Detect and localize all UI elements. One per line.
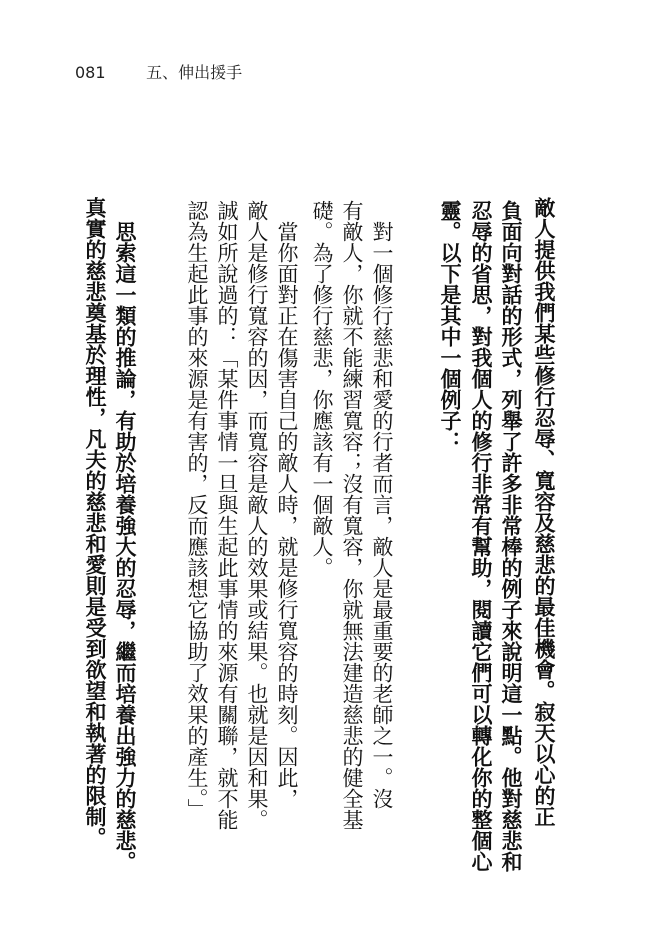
paragraph-1-line-1: 敵人提供我們某些修行忍辱、寬容及慈悲的最佳機會。寂天以心的正	[532, 197, 556, 827]
quote-line-4: 當你面對正在傷害自己的敵人時，就是修行寬容的時刻。因此，	[275, 221, 299, 809]
paragraph-2-line-1: 思索這一類的推論，有助於培養強大的忍辱，繼而培養出強力的慈悲。	[113, 221, 137, 872]
paragraph-1-line-3: 忍辱的省思，對我個人的修行非常有幫助，閱讀它們可以轉化你的整個心	[469, 200, 493, 872]
quote-line-7: 認為生起此事的來源是有害的，反而應該想它協助了效果的產生。」	[185, 200, 209, 820]
quote-line-1: 對一個修行慈悲和愛的行者而言，敵人是最重要的老師之一。沒	[370, 221, 394, 809]
quote-line-5: 敵人是修行寬容的因，而寬容是敵人的效果或結果。也就是因和果。	[245, 200, 269, 830]
page-number: 081	[75, 63, 106, 82]
quote-line-6: 誠如所說過的：「某件事情一旦與生起此事情的來源有關聯，就不能	[215, 200, 239, 830]
section-title: 五、伸出援手	[146, 63, 243, 82]
page-header	[75, 60, 242, 83]
quote-line-3: 礎。為了修行慈悲，你應該有一個敵人。	[310, 200, 334, 578]
paragraph-1-line-2: 負面向對話的形式，列舉了許多非常棒的例子來說明這一點。他對慈悲和	[499, 200, 523, 872]
quote-line-2: 有敵人，你就不能練習寬容；沒有寬容，你就無法建造慈悲的健全基	[340, 200, 364, 830]
paragraph-2-line-2: 真實的慈悲奠基於理性，凡夫的慈悲和愛則是受到欲望和執著的限制。	[83, 197, 107, 848]
paragraph-1-line-4: 靈。以下是其中一個例子：	[438, 200, 462, 452]
